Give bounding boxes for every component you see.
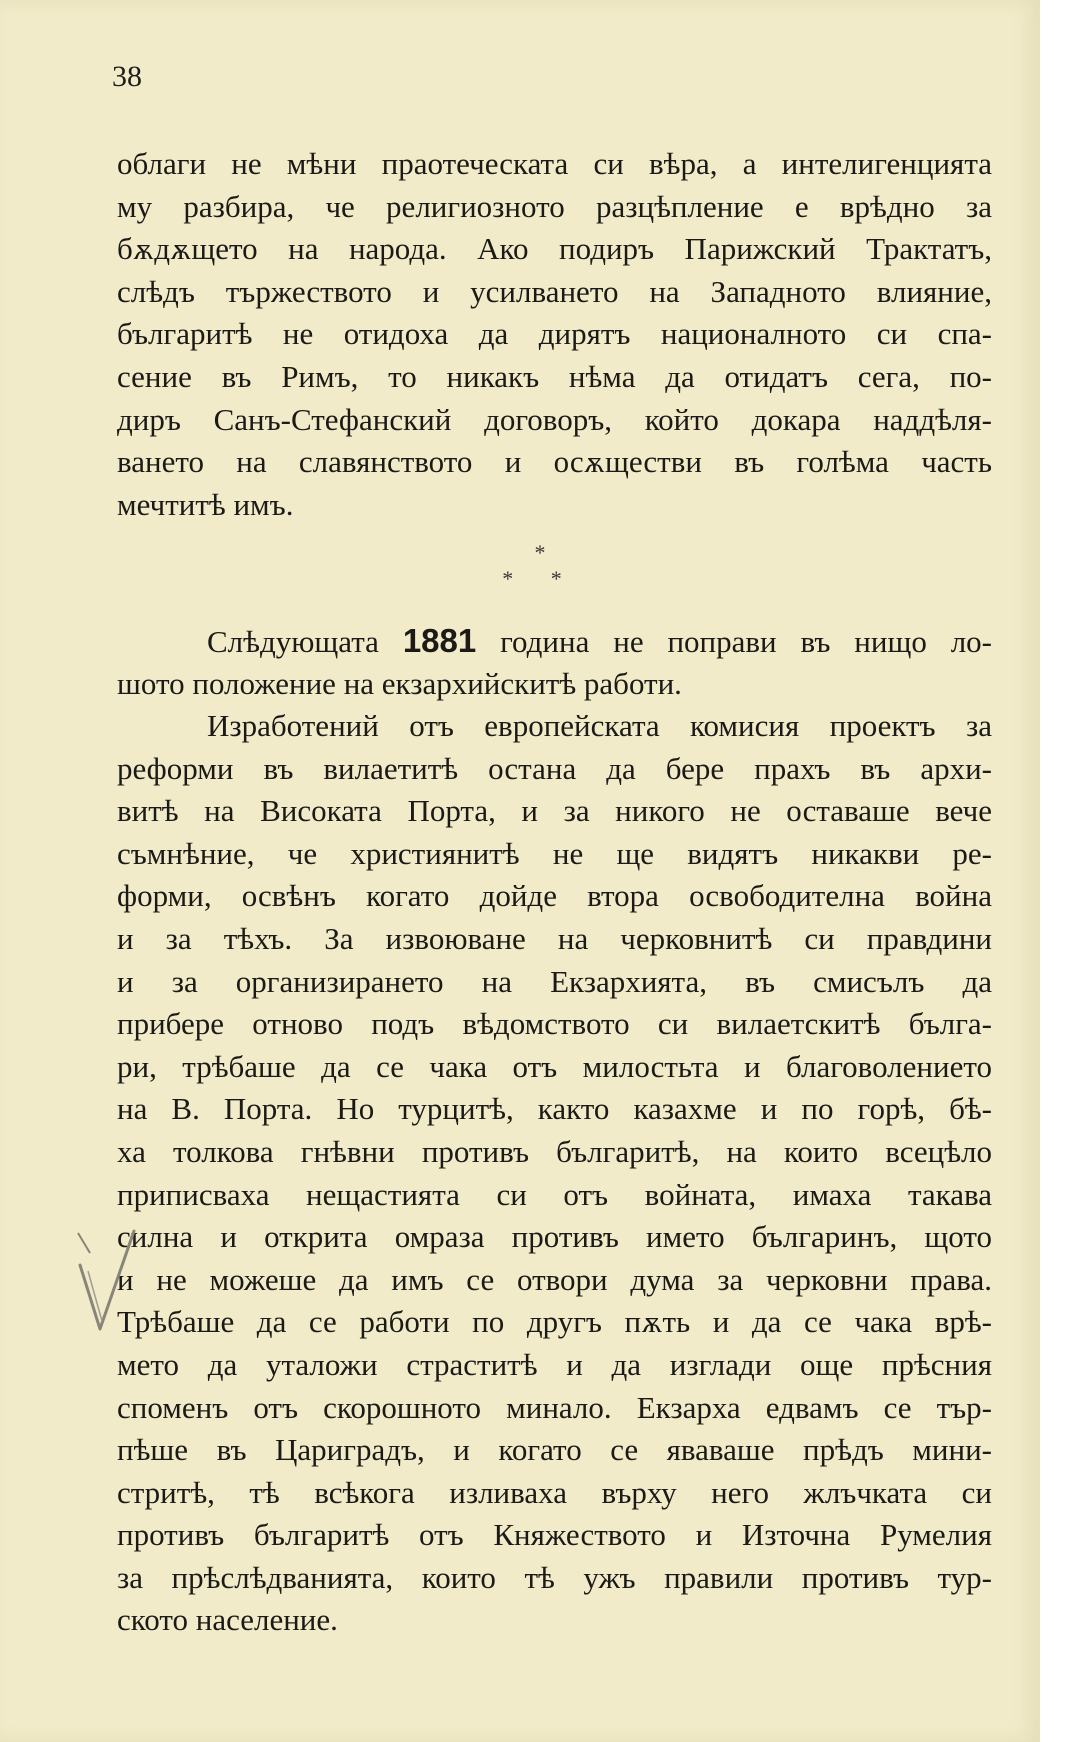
text-line: бѫдѫщето на народа. Ако подиръ Парижский Трактатъ, bbox=[117, 231, 992, 267]
text-line: облаги не мѣни праотеческата си вѣра, а интелигенцията bbox=[117, 146, 992, 181]
year-number: 1881 bbox=[402, 622, 477, 659]
text-line: ското население. bbox=[117, 1602, 338, 1638]
text-line: му разбира, че религиозното разцѣпление е врѣдно за bbox=[117, 188, 992, 224]
text-fragment: година не поправи въ нищо ло- bbox=[500, 624, 992, 659]
text-line: мето да уталожи страститѣ и да изглади още прѣсния bbox=[117, 1346, 992, 1382]
text-line: и за тѣхъ. За извоюване на черковнитѣ си правдини bbox=[117, 920, 992, 956]
text-line: сение въ Римъ, то никакъ нѣма да отидатъ сега, по- bbox=[117, 358, 992, 394]
page-edge bbox=[1040, 0, 1080, 1742]
text-line: споменъ отъ скорошното минало. Екзарха едвамъ се тър- bbox=[117, 1389, 992, 1425]
text-line: ри, трѣбаше да се чака отъ милостьта и благоволението bbox=[117, 1048, 992, 1084]
text-line: прибере отново подъ вѣдомството си вилаетскитѣ бълга- bbox=[117, 1006, 992, 1042]
section-separator-bottom: * * bbox=[502, 566, 578, 591]
text-line: приписваха нещастията си отъ войната, имаха такава bbox=[117, 1176, 992, 1212]
text-line: витѣ на Високата Порта, и за никого не оставаше вече bbox=[117, 793, 992, 829]
page-number: 38 bbox=[112, 60, 142, 93]
text-line: слѣдъ тържеството и усилването на Западното влияние, bbox=[117, 273, 992, 309]
text-line bbox=[117, 620, 992, 663]
text-line: Изработений отъ европейската комисия проектъ за bbox=[207, 708, 992, 743]
text-line: и не можеше да имъ се отвори дума за черковни права. bbox=[117, 1261, 992, 1297]
text-line: ването на славянството и осѫществи въ голѣма часть bbox=[117, 444, 992, 480]
text-line: на В. Порта. Но турцитѣ, както казахме и по горѣ, бѣ- bbox=[117, 1091, 992, 1127]
text-line: мечтитѣ имъ. bbox=[117, 486, 294, 522]
paragraph-1 bbox=[117, 143, 992, 526]
text-line: стритѣ, тѣ всѣкога изливаха върху него жлъчката си bbox=[117, 1474, 992, 1510]
paragraph-3 bbox=[117, 705, 992, 1642]
text-line: форми, освѣнъ когато дойде втора освободителна война bbox=[117, 878, 992, 914]
text-line: силна и открита омраза противъ името българинъ, щото bbox=[117, 1219, 992, 1255]
text-line: за прѣслѣдванията, които тѣ ужъ правили противъ тур- bbox=[117, 1559, 992, 1595]
text-line: и за организирането на Екзархията, въ смисълъ да bbox=[117, 963, 992, 999]
text-line: съмнѣние, че християнитѣ не ще видятъ никакви ре- bbox=[117, 835, 992, 871]
paragraph-2 bbox=[117, 620, 992, 705]
section-separator-top: * bbox=[534, 540, 546, 565]
text-fragment: Слѣдующата bbox=[207, 624, 379, 659]
text-line: българитѣ не отидоха да дирятъ националното си спа- bbox=[117, 316, 992, 352]
text-line: противъ българитѣ отъ Княжеството и Източна Румелия bbox=[117, 1517, 992, 1553]
text-line: ха толкова гнѣвни противъ българитѣ, на които всецѣло bbox=[117, 1133, 992, 1169]
text-line: шото положение на екзархийскитѣ работи. bbox=[117, 665, 682, 701]
text-line: реформи въ вилаетитѣ остана да бере прахъ въ архи- bbox=[117, 750, 992, 786]
text-line: пѣше въ Цариградъ, и когато се яваваше прѣдъ мини- bbox=[117, 1432, 992, 1468]
pencil-margin-mark bbox=[72, 1225, 142, 1335]
text-line: Трѣбаше да се работи по другъ пѫть и да се чака врѣ- bbox=[117, 1304, 992, 1340]
text-line: диръ Санъ-Стефанский договоръ, който докара наддѣля- bbox=[117, 401, 992, 437]
